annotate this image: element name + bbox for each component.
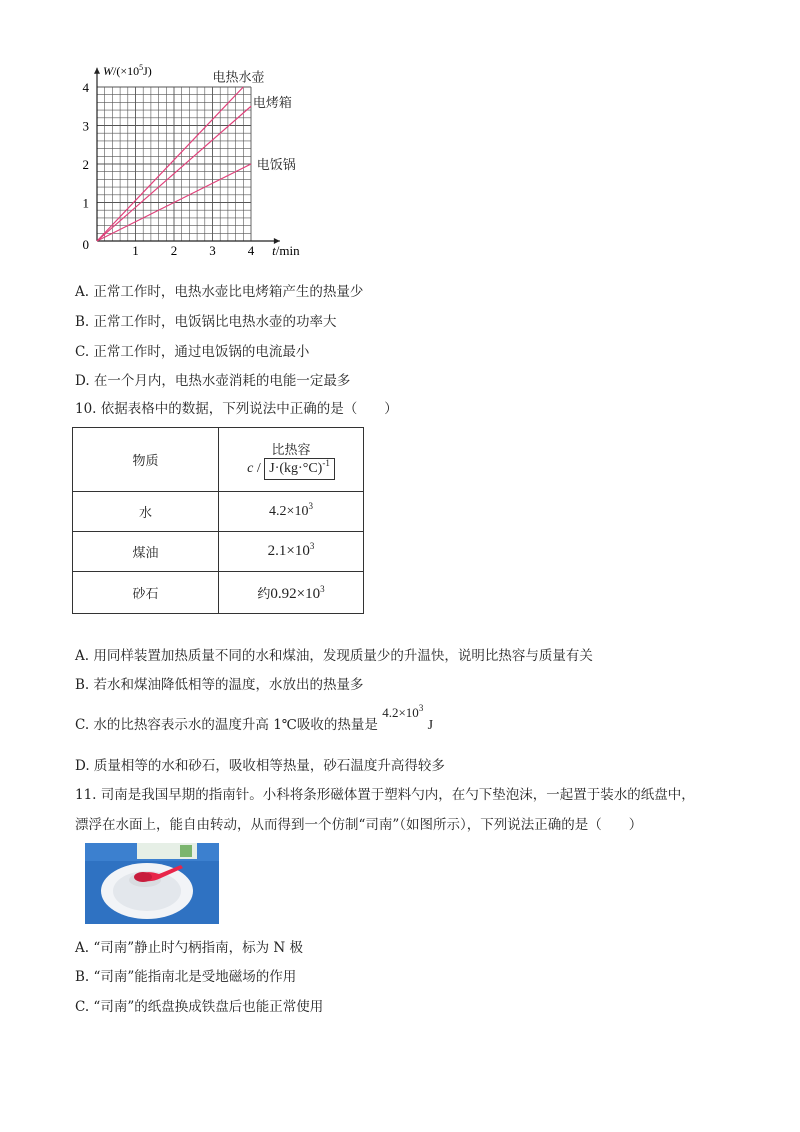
table-header-heat	[219, 428, 364, 492]
x-tick-label: 4	[247, 243, 255, 258]
table-row	[73, 572, 364, 614]
table-cell-value: $2.1\times 10^3$	[219, 532, 364, 572]
q10-stem: 10. 依据表格中的数据，下列说法中正确的是（ ）	[75, 401, 398, 417]
table-cell-name: 砂石	[73, 572, 219, 614]
y-tick-label: 2	[82, 157, 89, 172]
y-axis-arrow	[94, 68, 100, 74]
table-header-heat-unit: $c / J\cdot(kg\cdot^\circ C)^{-1}$	[219, 458, 363, 480]
x-tick-label: 2	[170, 243, 178, 258]
table-cell-name: 煤油	[73, 532, 219, 572]
x-axis-label: t/min	[272, 243, 300, 258]
series-label: 电饭锅	[256, 157, 296, 173]
q9-option-a: A. 正常工作时，电热水壶比电烤箱产生的热量少	[75, 284, 364, 300]
sinan-photo	[85, 843, 219, 924]
series-label: 电烤箱	[252, 96, 292, 112]
table-row	[73, 532, 364, 572]
table-cell-name: 水	[73, 492, 219, 532]
q11-stem-line1: 11. 司南是我国早期的指南针。小科将条形磁体置于塑料勺内，在勺下垫泡沫，一起置于装水的纸盘中，	[75, 787, 695, 803]
table-cell-value: $4.2\times 10^3$	[219, 492, 364, 532]
origin-label: 0	[82, 237, 89, 252]
q9-option-d: D. 在一个月内，电热水壶消耗的电能一定最多	[75, 373, 351, 389]
y-tick-label: 3	[82, 118, 89, 134]
energy-time-chart	[80, 55, 320, 260]
x-tick-label: 1	[132, 243, 139, 258]
q10-option-a: A. 用同样装置加热质量不同的水和煤油，发现质量少的升温快，说明比热容与质量有关	[75, 648, 593, 664]
q9-option-b: B. 正常工作时，电饭锅比电热水壶的功率大	[75, 314, 337, 330]
x-tick-label: 3	[209, 243, 216, 258]
y-tick-label: 4	[82, 80, 89, 95]
q11-option-c: C. “司南”的纸盘换成铁盘后也能正常使用	[75, 999, 324, 1015]
q11-option-b: B. “司南”能指南北是受地磁场的作用	[75, 969, 297, 985]
table-header-heat-title: 比热容	[271, 443, 311, 458]
table-row	[73, 492, 364, 532]
table-header-substance: 物质	[73, 428, 219, 492]
series-label: 电热水壶	[212, 70, 265, 86]
q9-option-c: C. 正常工作时，通过电饭锅的电流最小	[75, 344, 310, 360]
q10-option-d: D. 质量相等的水和砂石，吸收相等热量，砂石温度升高得较多	[75, 758, 445, 774]
table-cell-value: 约$0.92\times 10^3$	[219, 572, 364, 614]
specific-heat-table	[72, 427, 364, 614]
q10-option-c: C. 水的比热容表示水的温度升高 1℃吸收的热量是 $4.2\times 10^3$ J	[75, 703, 434, 733]
y-tick-label: 1	[82, 195, 89, 211]
y-axis-label: $W/(\times 10^5J)$	[103, 63, 152, 78]
q11-option-a: A. “司南”静止时勺柄指南，标为 N 极	[75, 940, 304, 956]
q10-option-b: B. 若水和煤油降低相等的温度，水放出的热量多	[75, 677, 364, 693]
q11-stem-line2: 漂浮在水面上，能自由转动，从而得到一个仿制“司南”（如图所示），下列说法正确的是（ ）	[75, 817, 643, 833]
